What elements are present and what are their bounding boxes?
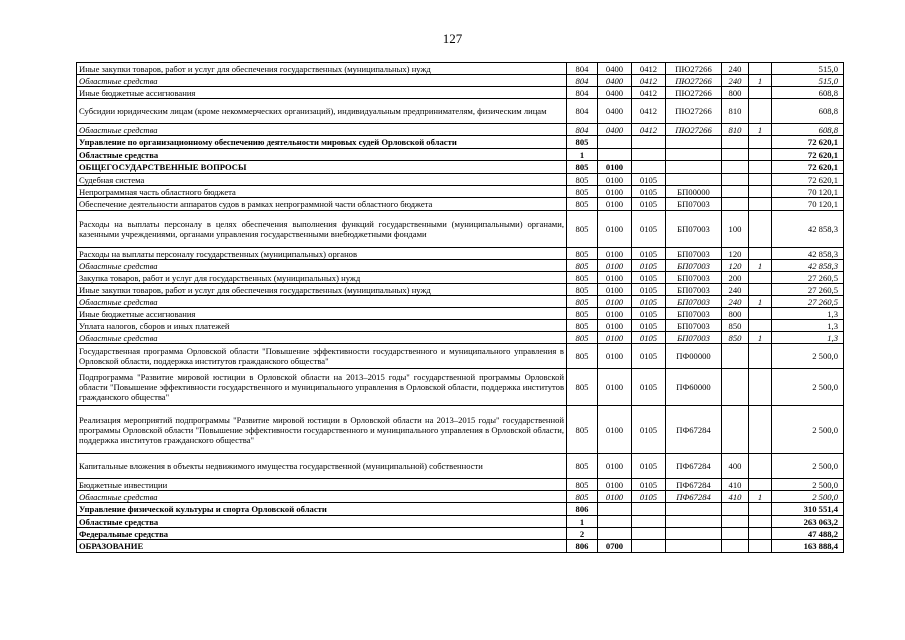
expense-type-cell: 120 [722, 248, 749, 260]
expense-type-cell [722, 136, 749, 149]
subsection-code-cell: 0105 [632, 332, 666, 344]
funding-source-cell [749, 149, 772, 161]
funding-source-cell [749, 454, 772, 479]
subsection-code-cell: 0105 [632, 248, 666, 260]
subsection-code-cell [632, 540, 666, 553]
ministry-code-cell: 805 [567, 198, 598, 211]
amount-cell: 608,8 [772, 99, 844, 124]
amount-cell: 42 858,3 [772, 248, 844, 260]
subsection-code-cell: 0412 [632, 63, 666, 75]
row-name-cell: Федеральные средства [77, 528, 567, 540]
amount-cell: 27 260,5 [772, 284, 844, 296]
expense-type-cell [722, 198, 749, 211]
funding-source-cell [749, 516, 772, 528]
target-item-cell: ПФ67284 [666, 454, 722, 479]
target-item-cell: ПЮ27266 [666, 87, 722, 99]
table-row [77, 124, 844, 136]
subsection-code-cell: 0105 [632, 320, 666, 332]
ministry-code-cell: 805 [567, 260, 598, 272]
table-row [77, 186, 844, 198]
table-row [77, 284, 844, 296]
section-code-cell: 0100 [598, 369, 632, 406]
ministry-code-cell: 805 [567, 136, 598, 149]
row-name-cell: Областные средства [77, 491, 567, 503]
section-code-cell: 0100 [598, 332, 632, 344]
amount-cell: 27 260,5 [772, 296, 844, 308]
section-code-cell: 0400 [598, 87, 632, 99]
amount-cell: 515,0 [772, 75, 844, 87]
table-row [77, 369, 844, 406]
ministry-code-cell: 805 [567, 406, 598, 454]
ministry-code-cell: 804 [567, 75, 598, 87]
section-code-cell: 0100 [598, 174, 632, 186]
funding-source-cell [749, 503, 772, 516]
expense-type-cell [722, 174, 749, 186]
subsection-code-cell: 0105 [632, 479, 666, 491]
table-row [77, 149, 844, 161]
target-item-cell: БП07003 [666, 248, 722, 260]
row-name-cell: Управление по организационному обеспечению деятельности мировых судей Орловской области [77, 136, 567, 149]
expense-type-cell: 100 [722, 211, 749, 248]
funding-source-cell [749, 63, 772, 75]
target-item-cell: БП07003 [666, 320, 722, 332]
expense-type-cell: 240 [722, 284, 749, 296]
section-code-cell: 0400 [598, 75, 632, 87]
amount-cell: 47 488,2 [772, 528, 844, 540]
funding-source-cell [749, 87, 772, 99]
amount-cell: 72 620,1 [772, 161, 844, 174]
ministry-code-cell: 1 [567, 516, 598, 528]
table-row [77, 136, 844, 149]
expense-type-cell: 810 [722, 99, 749, 124]
target-item-cell: БП07003 [666, 308, 722, 320]
section-code-cell: 0100 [598, 186, 632, 198]
section-code-cell: 0100 [598, 260, 632, 272]
subsection-code-cell: 0105 [632, 344, 666, 369]
section-code-cell [598, 528, 632, 540]
ministry-code-cell: 805 [567, 332, 598, 344]
section-code-cell [598, 149, 632, 161]
subsection-code-cell: 0105 [632, 186, 666, 198]
section-code-cell: 0400 [598, 99, 632, 124]
amount-cell: 27 260,5 [772, 272, 844, 284]
funding-source-cell [749, 248, 772, 260]
row-name-cell: Бюджетные инвестиции [77, 479, 567, 491]
ministry-code-cell: 804 [567, 99, 598, 124]
subsection-code-cell [632, 161, 666, 174]
table-row [77, 320, 844, 332]
row-name-cell: Расходы на выплаты персоналу в целях обеспечения выполнения функций государственными (муниципальными) органами, казенными учреждениями, органами управления государственными внебюджетными фондами [77, 211, 567, 248]
table-row [77, 528, 844, 540]
row-name-cell: Областные средства [77, 75, 567, 87]
funding-source-cell: 1 [749, 332, 772, 344]
expense-type-cell [722, 516, 749, 528]
table-row [77, 87, 844, 99]
amount-cell: 42 858,3 [772, 211, 844, 248]
row-name-cell: Уплата налогов, сборов и иных платежей [77, 320, 567, 332]
target-item-cell: ПЮ27266 [666, 124, 722, 136]
expense-type-cell: 400 [722, 454, 749, 479]
amount-cell: 70 120,1 [772, 186, 844, 198]
row-name-cell: Закупка товаров, работ и услуг для государственных (муниципальных) нужд [77, 272, 567, 284]
table-row [77, 99, 844, 124]
row-name-cell: Областные средства [77, 124, 567, 136]
row-name-cell: ОБЩЕГОСУДАРСТВЕННЫЕ ВОПРОСЫ [77, 161, 567, 174]
subsection-code-cell: 0412 [632, 99, 666, 124]
target-item-cell [666, 136, 722, 149]
funding-source-cell [749, 211, 772, 248]
amount-cell: 2 500,0 [772, 344, 844, 369]
ministry-code-cell: 806 [567, 540, 598, 553]
subsection-code-cell [632, 503, 666, 516]
subsection-code-cell: 0105 [632, 284, 666, 296]
section-code-cell: 0100 [598, 198, 632, 211]
amount-cell: 2 500,0 [772, 491, 844, 503]
funding-source-cell: 1 [749, 75, 772, 87]
ministry-code-cell: 805 [567, 369, 598, 406]
ministry-code-cell: 805 [567, 186, 598, 198]
section-code-cell: 0100 [598, 248, 632, 260]
funding-source-cell [749, 528, 772, 540]
subsection-code-cell: 0105 [632, 198, 666, 211]
amount-cell: 72 620,1 [772, 149, 844, 161]
ministry-code-cell: 804 [567, 124, 598, 136]
section-code-cell [598, 136, 632, 149]
row-name-cell: Обеспечение деятельности аппаратов судов в рамках непрограммной части областного бюджета [77, 198, 567, 211]
amount-cell: 608,8 [772, 124, 844, 136]
amount-cell: 1,3 [772, 332, 844, 344]
ministry-code-cell: 805 [567, 248, 598, 260]
target-item-cell: БП07003 [666, 272, 722, 284]
ministry-code-cell: 805 [567, 308, 598, 320]
section-code-cell: 0100 [598, 296, 632, 308]
funding-source-cell [749, 198, 772, 211]
row-name-cell: Расходы на выплаты персоналу государственных (муниципальных) органов [77, 248, 567, 260]
subsection-code-cell: 0412 [632, 75, 666, 87]
ministry-code-cell: 1 [567, 149, 598, 161]
ministry-code-cell: 805 [567, 454, 598, 479]
subsection-code-cell: 0105 [632, 296, 666, 308]
row-name-cell: Капитальные вложения в объекты недвижимого имущества государственной (муниципальной) собственности [77, 454, 567, 479]
ministry-code-cell: 805 [567, 272, 598, 284]
table-row [77, 516, 844, 528]
amount-cell: 515,0 [772, 63, 844, 75]
funding-source-cell [749, 369, 772, 406]
subsection-code-cell: 0105 [632, 406, 666, 454]
row-name-cell: Подпрограмма "Развитие мировой юстиции в Орловской области на 2013–2015 годы" государственной программы Орловской области "Повышение эффективности государственного и муниципального управления в Орловской области, поддержка институтов гражданского общества" [77, 369, 567, 406]
ministry-code-cell: 805 [567, 284, 598, 296]
expense-type-cell: 240 [722, 63, 749, 75]
funding-source-cell: 1 [749, 124, 772, 136]
expense-type-cell: 410 [722, 491, 749, 503]
target-item-cell [666, 503, 722, 516]
ministry-code-cell: 805 [567, 320, 598, 332]
ministry-code-cell: 805 [567, 161, 598, 174]
ministry-code-cell: 804 [567, 63, 598, 75]
section-code-cell: 0100 [598, 320, 632, 332]
row-name-cell: Областные средства [77, 332, 567, 344]
table-row [77, 454, 844, 479]
expense-type-cell: 240 [722, 75, 749, 87]
table-row [77, 161, 844, 174]
funding-source-cell [749, 186, 772, 198]
row-name-cell: Иные закупки товаров, работ и услуг для обеспечения государственных (муниципальных) нужд [77, 284, 567, 296]
target-item-cell: БП07003 [666, 260, 722, 272]
amount-cell: 2 500,0 [772, 454, 844, 479]
amount-cell: 2 500,0 [772, 406, 844, 454]
funding-source-cell [749, 272, 772, 284]
funding-source-cell: 1 [749, 260, 772, 272]
subsection-code-cell: 0412 [632, 87, 666, 99]
budget-table-body [77, 63, 844, 553]
section-code-cell: 0700 [598, 540, 632, 553]
funding-source-cell: 1 [749, 491, 772, 503]
expense-type-cell [722, 503, 749, 516]
funding-source-cell [749, 479, 772, 491]
amount-cell: 2 500,0 [772, 369, 844, 406]
funding-source-cell [749, 284, 772, 296]
row-name-cell: Областные средства [77, 260, 567, 272]
target-item-cell [666, 161, 722, 174]
section-code-cell: 0100 [598, 344, 632, 369]
funding-source-cell [749, 344, 772, 369]
expense-type-cell: 850 [722, 332, 749, 344]
target-item-cell: ПЮ27266 [666, 75, 722, 87]
table-row [77, 198, 844, 211]
table-row [77, 344, 844, 369]
expense-type-cell: 850 [722, 320, 749, 332]
row-name-cell: Областные средства [77, 516, 567, 528]
table-row [77, 296, 844, 308]
funding-source-cell [749, 136, 772, 149]
funding-source-cell [749, 99, 772, 124]
target-item-cell: ПЮ27266 [666, 63, 722, 75]
amount-cell: 1,3 [772, 320, 844, 332]
section-code-cell: 0100 [598, 479, 632, 491]
section-code-cell: 0400 [598, 124, 632, 136]
table-row [77, 75, 844, 87]
funding-source-cell [749, 174, 772, 186]
subsection-code-cell: 0105 [632, 272, 666, 284]
subsection-code-cell: 0105 [632, 260, 666, 272]
subsection-code-cell [632, 136, 666, 149]
target-item-cell: БП07003 [666, 211, 722, 248]
table-row [77, 540, 844, 553]
amount-cell: 263 063,2 [772, 516, 844, 528]
row-name-cell: Непрограммная часть областного бюджета [77, 186, 567, 198]
table-row [77, 63, 844, 75]
expense-type-cell: 800 [722, 87, 749, 99]
expense-type-cell [722, 406, 749, 454]
section-code-cell: 0400 [598, 63, 632, 75]
table-row [77, 503, 844, 516]
table-row [77, 211, 844, 248]
section-code-cell: 0100 [598, 308, 632, 320]
section-code-cell: 0100 [598, 211, 632, 248]
table-row [77, 491, 844, 503]
expense-type-cell [722, 344, 749, 369]
row-name-cell: Управление физической культуры и спорта Орловской области [77, 503, 567, 516]
table-row [77, 174, 844, 186]
funding-source-cell [749, 540, 772, 553]
subsection-code-cell [632, 516, 666, 528]
subsection-code-cell: 0105 [632, 211, 666, 248]
row-name-cell: Областные средства [77, 149, 567, 161]
section-code-cell: 0100 [598, 284, 632, 296]
ministry-code-cell: 805 [567, 174, 598, 186]
target-item-cell: БП00000 [666, 186, 722, 198]
section-code-cell: 0100 [598, 406, 632, 454]
section-code-cell: 0100 [598, 454, 632, 479]
row-name-cell: Субсидии юридическим лицам (кроме некоммерческих организаций), индивидуальным предпринимателям, физическим лицам [77, 99, 567, 124]
row-name-cell: Областные средства [77, 296, 567, 308]
target-item-cell: ПФ00000 [666, 344, 722, 369]
funding-source-cell [749, 308, 772, 320]
subsection-code-cell: 0105 [632, 174, 666, 186]
expense-type-cell [722, 528, 749, 540]
expense-type-cell: 200 [722, 272, 749, 284]
section-code-cell [598, 503, 632, 516]
ministry-code-cell: 805 [567, 296, 598, 308]
subsection-code-cell: 0105 [632, 454, 666, 479]
section-code-cell: 0100 [598, 161, 632, 174]
budget-table [76, 62, 844, 553]
funding-source-cell [749, 161, 772, 174]
target-item-cell: БП07003 [666, 284, 722, 296]
table-row [77, 332, 844, 344]
expense-type-cell [722, 369, 749, 406]
target-item-cell [666, 540, 722, 553]
table-row [77, 308, 844, 320]
expense-type-cell [722, 161, 749, 174]
section-code-cell: 0100 [598, 491, 632, 503]
row-name-cell: Государственная программа Орловской области "Повышение эффективности государственного и муниципального управления в Орловской области, поддержка институтов гражданского общества" [77, 344, 567, 369]
funding-source-cell [749, 406, 772, 454]
amount-cell: 608,8 [772, 87, 844, 99]
ministry-code-cell: 805 [567, 479, 598, 491]
expense-type-cell: 120 [722, 260, 749, 272]
subsection-code-cell: 0105 [632, 369, 666, 406]
section-code-cell [598, 516, 632, 528]
amount-cell: 1,3 [772, 308, 844, 320]
target-item-cell [666, 516, 722, 528]
amount-cell: 42 858,3 [772, 260, 844, 272]
amount-cell: 70 120,1 [772, 198, 844, 211]
amount-cell: 72 620,1 [772, 174, 844, 186]
subsection-code-cell: 0105 [632, 308, 666, 320]
table-row [77, 248, 844, 260]
ministry-code-cell: 805 [567, 211, 598, 248]
target-item-cell: ПФ67284 [666, 406, 722, 454]
target-item-cell: БП07003 [666, 296, 722, 308]
subsection-code-cell: 0412 [632, 124, 666, 136]
section-code-cell: 0100 [598, 272, 632, 284]
target-item-cell: ПЮ27266 [666, 99, 722, 124]
target-item-cell [666, 174, 722, 186]
row-name-cell: Реализация мероприятий подпрограммы "Развитие мировой юстиции в Орловской области на 2013–2015 годы" государственной программы Орловской области "Повышение эффективности государственного и муниципального управления в Орловской области, поддержка институтов гражданского общества" [77, 406, 567, 454]
row-name-cell: Иные закупки товаров, работ и услуг для обеспечения государственных (муниципальных) нужд [77, 63, 567, 75]
target-item-cell [666, 149, 722, 161]
subsection-code-cell: 0105 [632, 491, 666, 503]
table-row [77, 406, 844, 454]
amount-cell: 2 500,0 [772, 479, 844, 491]
row-name-cell: Судебная система [77, 174, 567, 186]
target-item-cell: ПФ60000 [666, 369, 722, 406]
target-item-cell: ПФ67284 [666, 491, 722, 503]
subsection-code-cell [632, 528, 666, 540]
expense-type-cell: 240 [722, 296, 749, 308]
expense-type-cell: 800 [722, 308, 749, 320]
row-name-cell: ОБРАЗОВАНИЕ [77, 540, 567, 553]
expense-type-cell: 410 [722, 479, 749, 491]
target-item-cell: БП07003 [666, 332, 722, 344]
ministry-code-cell: 805 [567, 491, 598, 503]
expense-type-cell [722, 149, 749, 161]
target-item-cell: ПФ67284 [666, 479, 722, 491]
expense-type-cell: 810 [722, 124, 749, 136]
amount-cell: 310 551,4 [772, 503, 844, 516]
target-item-cell: БП07003 [666, 198, 722, 211]
row-name-cell: Иные бюджетные ассигнования [77, 87, 567, 99]
target-item-cell [666, 528, 722, 540]
table-row [77, 479, 844, 491]
ministry-code-cell: 2 [567, 528, 598, 540]
amount-cell: 163 888,4 [772, 540, 844, 553]
table-row [77, 272, 844, 284]
funding-source-cell: 1 [749, 296, 772, 308]
page-number: 127 [442, 31, 463, 46]
funding-source-cell [749, 320, 772, 332]
amount-cell: 72 620,1 [772, 136, 844, 149]
row-name-cell: Иные бюджетные ассигнования [77, 308, 567, 320]
ministry-code-cell: 804 [567, 87, 598, 99]
ministry-code-cell: 805 [567, 344, 598, 369]
ministry-code-cell: 806 [567, 503, 598, 516]
subsection-code-cell [632, 149, 666, 161]
table-row [77, 260, 844, 272]
expense-type-cell [722, 540, 749, 553]
expense-type-cell [722, 186, 749, 198]
